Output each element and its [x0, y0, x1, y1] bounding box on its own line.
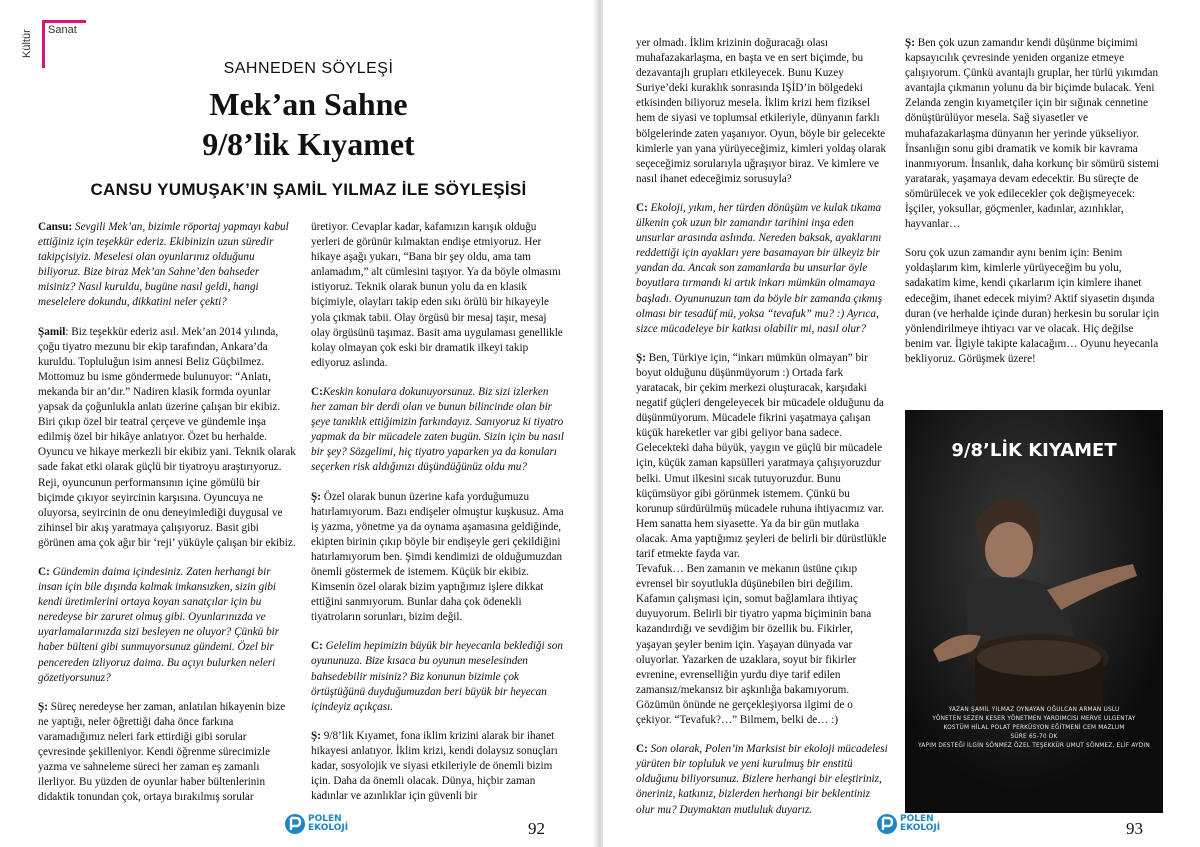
speaker-label: C: — [311, 640, 323, 653]
question-paragraph — [311, 385, 564, 476]
speaker-label: Ş: — [636, 351, 646, 364]
question-text: Gelelim hepimizin büyük bir heyecanla beklediği son oyununuza. Bize kısaca bu oyunun meselesinden bahsedebilir misiniz? Biz konunun bizimle çok örtüştüğünü duyduğumuzdan beri büyük bir heyecan içindeyiz açıkçası. — [311, 640, 563, 713]
section-vertical-label: Kültür — [21, 29, 33, 58]
speaker-label: Ş: — [311, 490, 321, 503]
answer-paragraph — [905, 36, 1160, 232]
answer-paragraph — [38, 700, 296, 806]
corner-accent-horizontal — [42, 20, 86, 23]
speaker-label: Ş: — [38, 700, 48, 713]
answer-paragraph — [905, 246, 1160, 367]
answer-text: : Biz teşekkür ederiz asıl. Mek’an 2014 yılında, çoğu tiyatro mezunu bir ekip tarafından, Ankara’da kuruldu. Topluluğun isim annesi Beliz Güçbilmez. Mottomuz bu isme göndermede bulunuyor: “Anlatı, mekanda bir an’dır.” Nadiren klasik formda oyunlar yapsak da çoğunlukla anlatı üzerine çalışan bir ekibiz. Biri çıkıp özel bir teatral çerçeve ve gündemle inşa edilmiş özel bir hikâye anlatıyor. Özet bu herhalde. Oyuncu ve hikaye merkezli bir ekibiz yani. Teknik olarak sade fakat etki olarak güçlü bir tiyatroyu araştırıyoruz. Reji, oyuncunun performansının içine gömülü bir biçimde çıkıyor seyircinin karşısına. Oyuncuya ne oluyorsa, seyircinin de onu deneyimlediği duygusal ve zihinsel bir akış yaratmaya çalışıyoruz. Basit gibi görünen ama çok ağır bir ‘reji’ yüküyle çalışan bir ekibiz. — [38, 325, 296, 549]
answer-text: 9/8’lik Kıyamet, fona iklim krizini alarak bir ihanet hikayesi anlatıyor. İklim krizi, kendi dolaysız sonuçları kadar, sosyolojik ve siyasi etkileriyle de önemli bizim için. Daha da önemli olacak. Dünya, hiçbir zaman kadınlar ve azınlıklar için güvenli bir — [311, 729, 558, 803]
question-text: Gündemin daima içindesiniz. Zaten herhangi bir insan için bile dışında kalmak imkansızken, sizin gibi kendi üretimlerini ortaya koyan sanatçılar için bu neredeyse bir zaruret olmuş gibi. Oyunlarınızda ve uyarlamalarınızda sizi besleyen ne oluyor? Çünkü bir haber bülteni gibi sunmuyorsunuz gündemi. Özel bir pencereden izliyoruz daima. Bu açıyı bulurken neleri gözetiyorsunuz? — [38, 565, 280, 684]
answer-text: üretiyor. Cevaplar kadar, kafamızın karışık olduğu yerleri de görünür kılmaktan endişe etmiyoruz. Her hikaye aşağı yukarı, “Bana bir şey oldu, ama tam anlamadım,” alt cümlesini taşıyor. Ya da böyle olmasını istiyoruz. Teknik olarak bunun yolu da en klasik biçimiyle, olayları takip eden sıkı örülü bir hikayeyle yola çıkmak tabii. Olay örgüsü bir mesaj taşır, mesaj olay örgüsünü taşımaz. Basit ama uygulaması genellikle kolay olmayan çok eski bir dramatik ilkeyi takip ediyoruz aslında. — [311, 221, 563, 369]
credit-line: YAPIM DESTEĞİ İLGİN SÖNMEZ ÖZEL TEŞEKKÜR UMUT SÖNMEZ, ELİF AYDIN — [918, 743, 1150, 749]
answer-text: Soru çok uzun zamandır aynı benim için: Benim yoldaşlarım kim, kimlerle yürüyeceğim bu yolu, sadakatim kime, kendi çıkarlarım için kimlere ihanet edeceğim, ihanet edecek miyim? Aktif siyasetin dışında duran (ve herhalde içinde duran) herkesin bu sorular için yönlendirilmeye ihtiyacı var ve olacak. Hiç değilse benim var. İlgiyle takipte kalacağım… Oyunu heyecanla bekliyoruz. Görüşmek üzere! — [905, 247, 1160, 365]
text-column-1 — [38, 220, 296, 819]
play-poster — [905, 410, 1163, 813]
polen-logo-icon — [876, 813, 898, 835]
poster-photo — [905, 410, 1163, 813]
page-number-right: 93 — [1126, 819, 1143, 838]
logo-word-bottom: EKOLOJİ — [900, 823, 941, 833]
answer-paragraph — [311, 220, 564, 371]
question-text: Ekoloji, yıkım, her türden dönüşüm ve kulak tıkama ülkenin çok uzun bir zamandır tarihini inşa eden unsurlar arasında aslında. Nereden baksak, ayaklarını reddettiği için ayakları yere basamayan bir ülkeyiz bir yandan da. Ancak son zamanlarda bu unsurlar öyle boyutlara tırmandı ki artık inkarı mümkün olmamaya başladı. Oyununuzun tam da böyle bir zamanda çıkmış olması bir tesadüf mü, yoksa “tevafuk” mu? :) Ayrıca, sizce mücadeleye bir katkısı olabilir mi, nasıl olur? — [636, 201, 883, 335]
poster-title: 9/8’LİK KIYAMET — [951, 440, 1117, 461]
answer-paragraph — [311, 729, 564, 804]
polen-logo — [876, 813, 940, 835]
article-kicker: SAHNEDEN SÖYLEŞİ — [223, 60, 394, 77]
article-title-line2: 9/8’lik Kıyamet — [202, 126, 415, 162]
question-text: Sevgili Mek’an, bizimle röportaj yapmayı kabul ettiğiniz için teşekkür ederiz. Ekibinizin uzun süredir takipçisiyiz. Meselesi olan oyunlarınız olduğunu biliyoruz. Bize biraz Mek’an Sahne’den bahseder misiniz? Nasıl kuruldu, bugüne nasıl geldi, hangi meselelere dokundu, dikkatini neler çekti? — [38, 221, 289, 309]
logo-word-top: POLEN — [900, 814, 934, 824]
credit-line: SÜRE 65-70 DK — [1010, 734, 1058, 740]
question-paragraph — [38, 220, 296, 311]
answer-paragraph — [38, 325, 296, 551]
text-column-2 — [311, 220, 564, 818]
polen-logo-wordmark — [306, 815, 348, 833]
credit-line: YÖNETEN SEZEN KESER YÖNETMEN YARDIMCISI MERVE ULGENTAY — [932, 716, 1136, 722]
article-subtitle: CANSU YUMUŞAK’IN ŞAMİL YILMAZ İLE SÖYLEŞİSİ — [90, 180, 527, 199]
question-paragraph — [636, 201, 888, 337]
polen-logo-icon — [284, 813, 306, 835]
logo-word-bottom: EKOLOJİ — [308, 823, 349, 833]
speaker-label: Ş: — [311, 729, 321, 742]
answer-text: Ben çok uzun zamandır kendi düşünme biçimimi kapsayıcılık çevresinde yeniden organize etmeye çalışıyorum. Çünkü avantajlı gruplar, her türlü yıkımdan avantajla çıkmanın yolunu da bir biçimde bulacak. Yeni Zelanda zengin kıyametçiler için bir sığınak cennetine dönüştürülüyor mesela. Sağ siyasetler ve muhafazakarlaşma dünyanın her yerinde yükseliyor. İnsanlığın sonu gibi dramatik ve komik bir kavrama inanmıyorum. İnsanlık, daha korkunç bir sömürü sistemi yaratarak, yaşamaya devam edecektir. Bu süreçte de sömürülecek ve yok edilecekler çok değişmeyecek: İşçiler, yoksullar, göçmenler, kadınlar, azınlıklar, hayvanlar… — [905, 37, 1160, 231]
speaker-label: C: — [38, 565, 50, 578]
question-paragraph — [311, 639, 564, 714]
speaker-label: C: — [636, 743, 648, 756]
speaker-label: Cansu: — [38, 221, 73, 233]
answer-text: Ben, Türkiye için, “inkarı mümkün olmayan” bir boyut olduğunu düşünmüyorum :) Ortada fark yaratacak, bir çekim merkezi oluşturacak, karşıdaki negatif güçleri dengeleyecek bir mücadele olduğunu da düşünmüyorum. Mücadele fikrini yaşatmaya çalışan küçük hareketler var gibi geliyor bana sadece. Gelecekteki daha büyük, yaygın ve güçlü bir mücadele için, küçük zaman kapsülleri yaratmaya çalışıyoruzdur belki. Umut ilkesini sıcak tutuyoruzdur. Bunu küçümsüyor gibi görünmek istemem. Çünkü bu korunup sürdürülmüş mücadele ruhuna ihtiyacımız var. Hem sanatta hem siyasette. Ya da bir gün mutlaka olacak. Ama yaptığımız şeyleri de belirli bir dürüstlükle tarif etmekte fayda var. — [636, 351, 887, 560]
text-column-3 — [636, 36, 888, 832]
answer-text: yer olmadı. İklim krizinin doğuracağı olası muhafazakarlaşma, en başta ve en sert biçimde, bu dezavantajlı grupları etkileyecek. Bunu Kuzey Suriye’deki kuraklık sonrasında IŞİD’in bölgedeki etkisinden biliyoruz mesela. İklim krizi hem fiziksel hem de siyasi ve toplumsal etkileriyle, dünyanın farklı bölgelerinde zaten yaşanıyor. Oyun, böyle bir gelecekte kimlerle yan yana yürüyeceğimiz, kimleri yoldaş olarak seçeceğimiz sorularıyla uğraşıyor biraz. Ve kimlere ve nasıl ihanet edeceğimiz sorusuyla? — [636, 37, 887, 185]
text-column-4 — [905, 36, 1160, 381]
speaker-label: C: — [311, 385, 323, 398]
speaker-label: Şamil — [38, 325, 66, 338]
logo-word-top: POLEN — [308, 814, 342, 824]
answer-text: Süreç neredeyse her zaman, anlatılan hikayenin bize ne yaptığı, neler öğrettiği daha önce farkına varamadığımız neleri fark ettirdiği gibi sorular çevresinde şekilleniyor. Kendi öğrenme sürecimizle yazma ve sahneleme süreci her zaman eş zamanlı ilerliyor. Bu yüzden de oyunlar haber bültenlerinin didaktik tonundan çok, ortaya bırakılmış sorular — [38, 700, 286, 804]
polen-logo — [284, 813, 348, 835]
section-label: Sanat — [48, 24, 77, 36]
answer-text: Tevafuk… Ben zamanın ve mekanın üstüne çıkıp evrensel bir soyutlukla düşünebilen biri değilim. Kafamın çalışması için, somut bağlamlara ihtiyaç duyuyorum. Belirli bir tiyatro yapma biçiminin bana kazandırdığı ve sevdiğim bir özellik bu. Fikirler, yaşayan şeyler benim için. Yaşayan dünyada var oluyorlar. Yazarken de uzaklara, soyut bir fikirler evrenine, evrenselliğin yurdu diye tarif edilen zamansız/mekansız bir aşkınlığa bakamıyorum. Gözümün önünde ne gerçekleşiyorsa ilgimi de o çekiyor. “Tevafuk?…” Bilmem, belki de… :) — [636, 563, 872, 727]
answer-paragraph — [636, 351, 888, 562]
speaker-label: Ş: — [905, 37, 915, 49]
question-text: Keskin konulara dokunuyorsunuz. Biz sizi izlerken her zaman bir derdi olan ve bunun bilincinde olan bir şeye tanıklık ettiğimizin farkındayız. Sanıyoruz ki tiyatro yapmak da bir mücadele zaten bugün. Sizin için bu nasıl bir şey? Sözgelimi, hiç tiyatro yaparken ya da konuları seçerken risk aldığınızı düşündüğünüz oldu mu? — [311, 385, 564, 474]
answer-text: Özel olarak bunun üzerine kafa yorduğumuzu hatırlamıyorum. Bazı endişeler olmuştur kuşkusuz. Ama iş yazma, yönetme ya da oynama aşamasına geldiğinde, ekipten birinin çıkıp böyle bir endişeyle geri çekildiğini hatırlamıyorum ben. Şimdi kendimizi de olduğumuzdan önemli göstermek de istemem. Küçük bir ekibiz. Kimsenin özel olarak bizim yaptığımız işlere dikkat ettiğini sanmıyorum. Bunlar daha çok ödenekli tiyatroların sorunları, bizim değil. — [311, 490, 564, 624]
question-paragraph — [636, 742, 888, 817]
page-number-left: 92 — [528, 819, 545, 838]
answer-paragraph — [311, 490, 564, 626]
answer-paragraph — [636, 562, 888, 728]
credit-line: KOSTÜM HİLAL POLAT PERKÜSYON EĞİTMENİ CEM MAZLUM — [943, 725, 1125, 731]
answer-paragraph — [636, 36, 888, 187]
speaker-label: C: — [636, 201, 648, 214]
poster-credits — [913, 706, 1155, 751]
polen-logo-wordmark — [898, 815, 940, 833]
credit-line: YAZAN ŞAMİL YILMAZ OYNAYAN OĞULCAN ARMAN USLU — [948, 707, 1120, 713]
question-paragraph — [38, 565, 296, 686]
left-page — [0, 0, 597, 847]
question-text: Son olarak, Polen’in Marksist bir ekoloji mücadelesi yürüten bir topluluk ve yeni kurulmuş bir enstitü olduğunu biliyorsunuz. Bizlere herhangi bir eleştiriniz, öneriniz, katkınız, bizlerden herhangi bir beklentiniz olur mu? Duymaktan mutluluk duyarız. — [636, 743, 888, 816]
article-title-line1: Mek’an Sahne — [209, 86, 408, 122]
